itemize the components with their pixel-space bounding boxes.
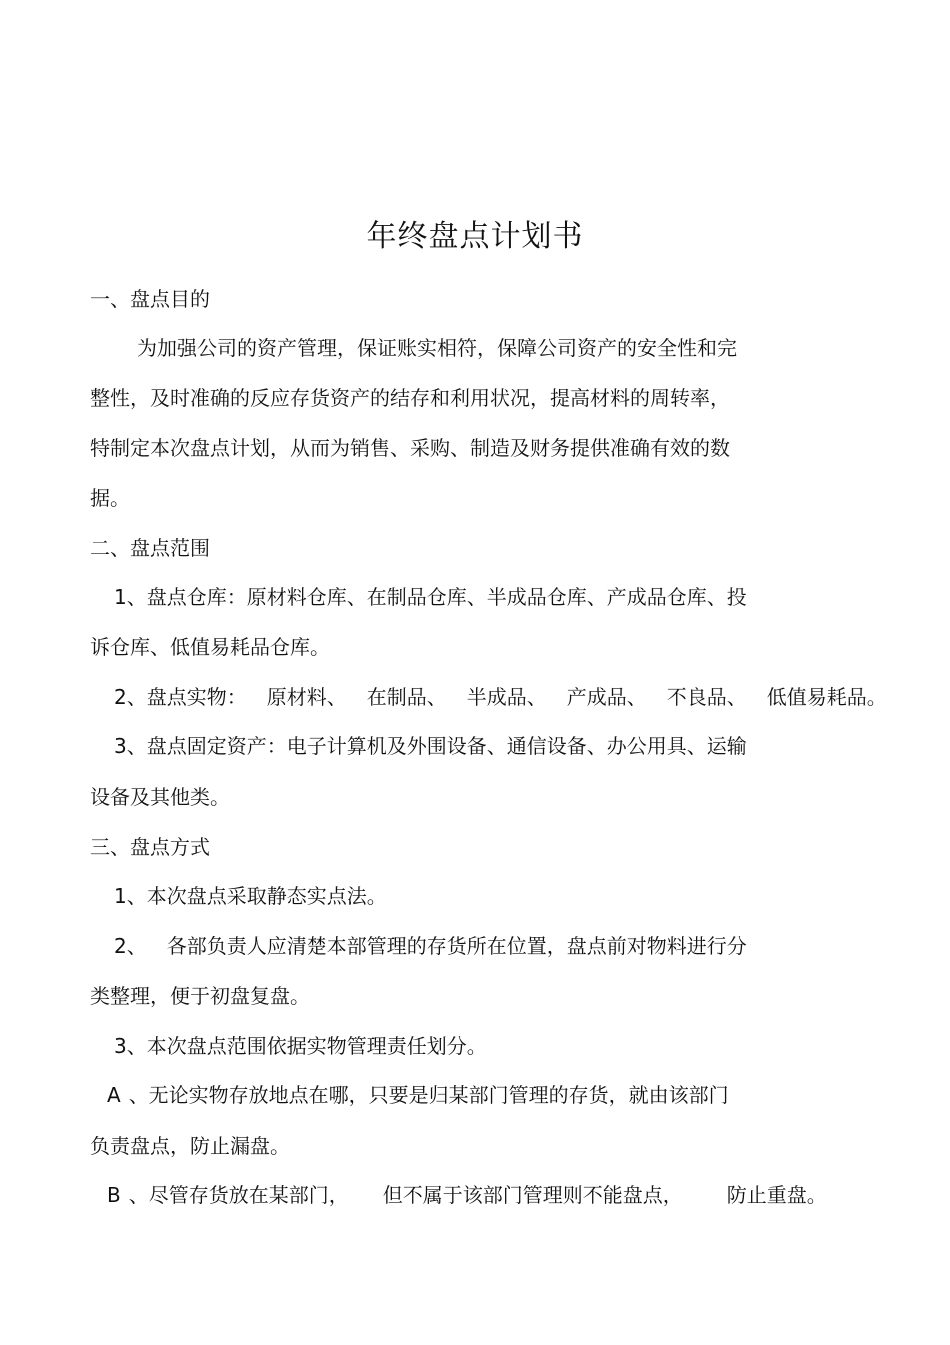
- list-item: 1、盘点仓库：原材料仓库、在制品仓库、半成品仓库、产成品仓库、投: [114, 585, 747, 609]
- list-item-prefix: 2、: [114, 934, 147, 958]
- list-item-text: 各部负责人应清楚本部管理的存货所在位置，盘点前对物料进行分: [166, 934, 747, 958]
- list-item-part: 不良品、: [666, 685, 747, 709]
- list-item-part: 但不属于该部门管理则不能盘点，: [382, 1183, 683, 1207]
- document-title: 年终盘点计划书: [366, 219, 584, 254]
- list-item-part: 、尽管存货放在某部门，: [128, 1183, 349, 1207]
- section-heading-1: 一、盘点目的: [90, 287, 210, 311]
- list-item-continuation: 诉仓库、低值易耗品仓库。: [90, 635, 330, 659]
- list-item: [107, 1180, 827, 1210]
- list-item-continuation: 类整理，便于初盘复盘。: [90, 984, 310, 1008]
- paragraph-line: 整性，及时准确的反应存货资产的结存和利用状况，提高材料的周转率，: [90, 386, 730, 410]
- paragraph-line: 特制定本次盘点计划，从而为销售、采购、制造及财务提供准确有效的数: [90, 436, 730, 460]
- list-item: [107, 1080, 729, 1110]
- list-item: 3、盘点固定资产：电子计算机及外围设备、通信设备、办公用具、运输: [114, 734, 747, 758]
- list-item: 3、本次盘点范围依据实物管理责任划分。: [114, 1034, 487, 1058]
- list-item-prefix: A: [107, 1083, 121, 1107]
- section-heading-3: 三、盘点方式: [90, 835, 210, 859]
- list-item: 1、本次盘点采取静态实点法。: [114, 884, 387, 908]
- list-item-part: 防止重盘。: [726, 1183, 827, 1207]
- list-item-part: 原材料、: [266, 685, 347, 709]
- list-item-continuation: 设备及其他类。: [90, 785, 230, 809]
- list-item: [114, 931, 747, 961]
- paragraph-line: 据。: [90, 486, 130, 510]
- list-item-prefix: B: [107, 1183, 121, 1207]
- list-item-part: 低值易耗品。: [766, 685, 887, 709]
- list-item-part: 半成品、: [466, 685, 547, 709]
- list-item-prefix: 2、盘点实物：: [114, 685, 247, 709]
- list-item: [114, 682, 887, 712]
- list-item-continuation: 负责盘点，防止漏盘。: [90, 1134, 290, 1158]
- list-item-part: 在制品、: [366, 685, 447, 709]
- list-item-text: 、无论实物存放地点在哪，只要是归某部门管理的存货，就由该部门: [128, 1083, 729, 1107]
- list-item-part: 产成品、: [566, 685, 647, 709]
- section-heading-2: 二、盘点范围: [90, 536, 210, 560]
- paragraph-line: 为加强公司的资产管理，保证账实相符，保障公司资产的安全性和完: [137, 336, 737, 360]
